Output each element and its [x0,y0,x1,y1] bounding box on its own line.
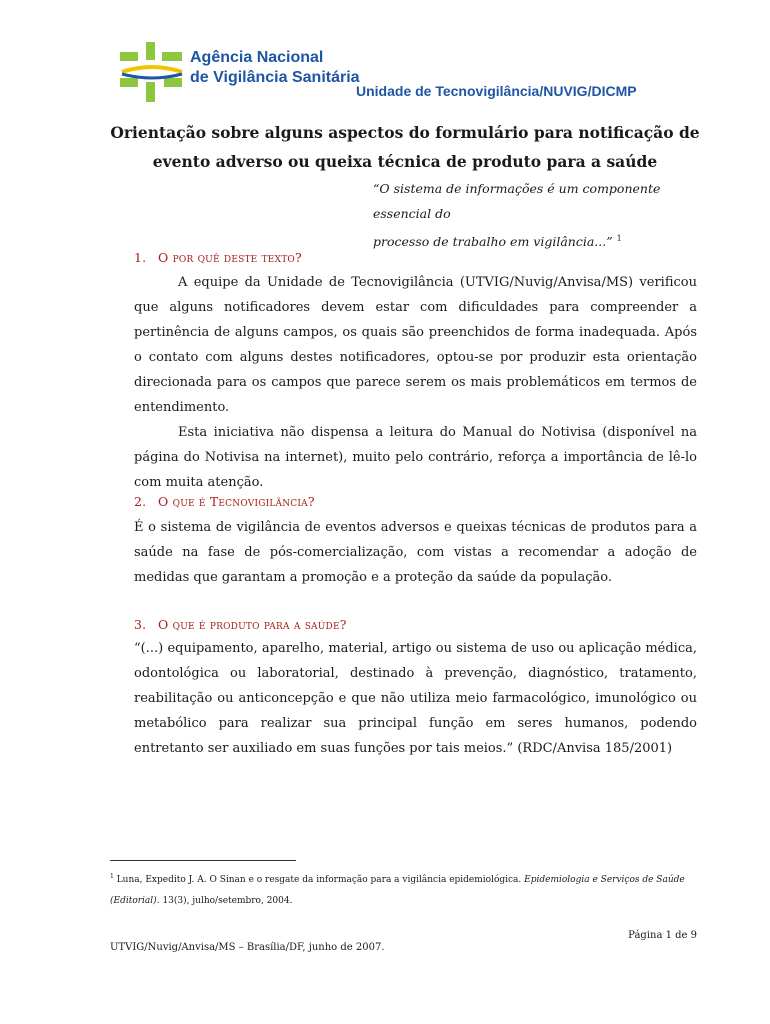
unit-name: Unidade de Tecnovigilância/NUVIG/DICMP [356,83,637,99]
epigraph-footnote-ref[interactable]: 1 [616,234,622,243]
section-3-body [134,636,697,761]
section-3-number: 3. [134,617,147,632]
section-1-paragraph-1: A equipe da Unidade de Tecnovigilância (UTVIG/Nuvig/Anvisa/MS) verificou que alguns notificadores devem estar com dificuldades para compreender a pertinência de alguns campos, os quais são preenchidos de forma inadequada. Após o contato com alguns destes notificadores, optou-se por produzir esta orientação direcionada para os campos que parece serem os mais problemáticos em termos de entendimento. [134,275,697,415]
agency-name-line2: de Vigilância Sanitária [190,69,360,86]
section-1-paragraph-2: Esta iniciativa não dispensa a leitura do Manual do Notivisa (disponível na página do Notivisa na internet), muito pelo contrário, reforça a importância de lê-lo com muita atenção. [134,425,697,490]
section-3-heading [134,617,347,632]
section-3-paragraph-1: “(...) equipamento, aparelho, material, artigo ou sistema de uso ou aplicação médica, odontológica ou laboratorial, destinado à prevenção, diagnóstico, tratamento, reabilitação ou anticoncepção e que não utiliza meio farmacológico, imunológico ou metabólico para realizar sua principal função em seres humanos, podendo entretanto ser auxiliado em suas funções por tais meios.” (RDC/Anvisa 185/2001) [134,641,697,756]
epigraph-quote [373,176,713,254]
section-2-body [134,515,697,590]
footnote-journal: Epidemiologia e Serviços de Saúde (Editorial). [110,875,685,906]
document-title-line2: evento adverso ou queixa técnica de produto para a saúde [152,152,658,171]
section-2-number: 2. [134,494,147,509]
footnote-text: Luna, Expedito J. A. O Sinan e o resgate da informação para a vigilância epidemiológica. [116,875,522,885]
section-2-heading [134,494,315,509]
document-title [110,118,700,176]
page-footer: UTVIG/Nuvig/Anvisa/MS – Brasília/DF, junho de 2007. [110,942,385,953]
section-1-heading [134,250,302,265]
footnote-number: 1 [110,873,114,880]
footnote [110,866,702,912]
epigraph-line1: “O sistema de informações é um componente essencial do [373,181,661,221]
section-2-title: O que é Tecnovigilância? [158,494,315,509]
section-1-body [134,270,697,495]
page-number: Página 1 de 9 [628,930,697,941]
section-2-paragraph-1: É o sistema de vigilância de eventos adversos e queixas técnicas de produtos para a saúde na fase de pós-comercialização, com vistas a recomendar a adoção de medidas que garantam a promoção e a proteção da saúde da população. [134,520,697,585]
epigraph-line2: processo de trabalho em vigilância...” [373,234,613,250]
anvisa-cross-logo-icon [120,42,184,102]
footnote-divider [110,860,296,861]
agency-name [190,48,360,88]
document-title-line1: Orientação sobre alguns aspectos do formulário para notificação de [110,123,700,142]
footnote-issue: 13(3), julho/setembro, 2004. [162,896,293,906]
document-header [120,42,720,102]
section-1-title: O por quê deste texto? [158,250,302,265]
section-1-number: 1. [134,250,147,265]
section-3-title: O que é produto para a saúde? [158,617,347,632]
agency-name-line1: Agência Nacional [190,49,324,66]
